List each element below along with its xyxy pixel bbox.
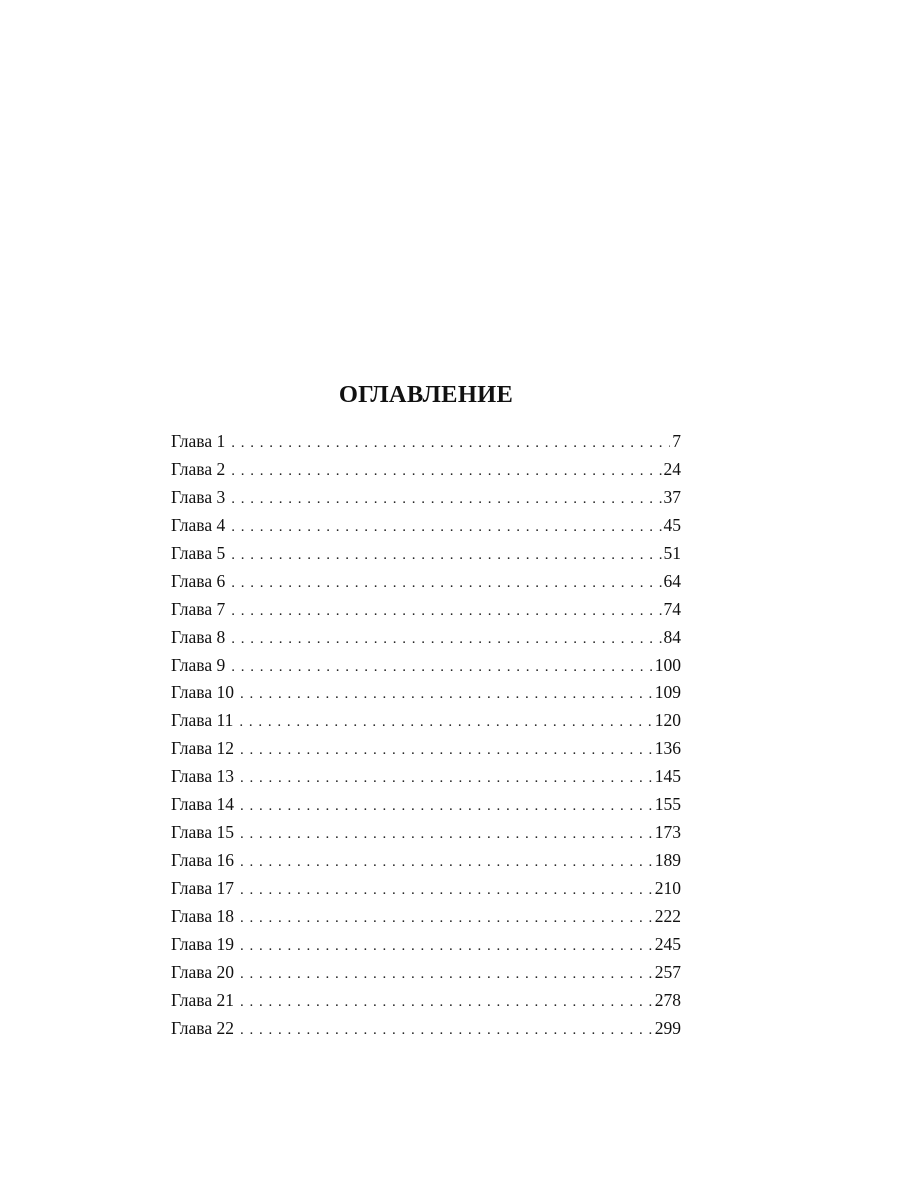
toc-entry-page: 145 xyxy=(654,766,681,787)
toc-entry-label: Глава 18 xyxy=(171,905,234,926)
toc-entry-page: 173 xyxy=(654,822,681,843)
toc-entry xyxy=(171,735,681,763)
toc-entry xyxy=(171,931,681,959)
toc-entry-page: 245 xyxy=(654,933,681,954)
toc-entry xyxy=(171,819,681,847)
toc-entry xyxy=(171,1015,681,1043)
toc-entry xyxy=(171,847,681,875)
toc-entry xyxy=(171,624,681,652)
toc-entry xyxy=(171,679,681,707)
toc-entry xyxy=(171,875,681,903)
toc-entry xyxy=(171,568,681,596)
toc-entry-label: Глава 14 xyxy=(171,794,234,815)
toc-entry-label: Глава 8 xyxy=(171,626,226,647)
dot-leader xyxy=(231,626,661,654)
toc-entry-page: 210 xyxy=(654,878,681,898)
toc-entry xyxy=(171,652,681,680)
toc-entry-page: 299 xyxy=(654,1017,681,1038)
dot-leader xyxy=(240,1017,653,1045)
toc-entry-page: 64 xyxy=(663,570,681,591)
toc-entry xyxy=(171,428,681,456)
dot-leader xyxy=(240,793,653,821)
toc-entry-page: 189 xyxy=(654,850,681,871)
dot-leader xyxy=(240,877,653,905)
toc-entry-label: Глава 9 xyxy=(171,654,226,675)
dot-leader xyxy=(240,681,653,709)
toc-title: ОГЛАВЛЕНИЕ xyxy=(338,381,514,408)
toc-entry-label: Глава 6 xyxy=(171,570,226,591)
toc-entry-page: 7 xyxy=(672,431,681,451)
toc-entry-label: Глава 4 xyxy=(171,514,226,535)
dot-leader xyxy=(239,709,652,737)
toc-entry-label: Глава 11 xyxy=(171,710,234,731)
toc-list xyxy=(171,428,681,1043)
toc-entry-page: 45 xyxy=(663,514,681,535)
toc-entry-label: Глава 10 xyxy=(171,682,234,703)
toc-entry-label: Глава 17 xyxy=(171,878,234,898)
dot-leader xyxy=(240,933,653,961)
toc-entry-label: Глава 16 xyxy=(171,850,234,871)
dot-leader xyxy=(231,458,661,486)
toc-entry-page: 37 xyxy=(663,486,681,507)
toc-entry-label: Глава 22 xyxy=(171,1017,234,1038)
toc-entry-page: 222 xyxy=(654,905,681,926)
dot-leader xyxy=(240,961,653,989)
toc-entry-page: 109 xyxy=(654,682,681,703)
toc-entry-page: 51 xyxy=(663,542,681,563)
toc-entry xyxy=(171,903,681,931)
toc-entry-page: 155 xyxy=(654,794,681,815)
toc-entry-label: Глава 1 xyxy=(171,431,226,451)
dot-leader xyxy=(240,989,653,1017)
toc-entry xyxy=(171,596,681,624)
toc-entry xyxy=(171,987,681,1015)
toc-entry-page: 120 xyxy=(654,710,681,731)
dot-leader xyxy=(240,737,653,765)
toc-entry xyxy=(171,707,681,735)
toc-entry xyxy=(171,763,681,791)
toc-entry-label: Глава 5 xyxy=(171,542,226,563)
toc-entry-page: 278 xyxy=(654,989,681,1010)
dot-leader xyxy=(231,598,661,626)
toc-entry-page: 84 xyxy=(663,626,681,647)
dot-leader xyxy=(231,486,661,514)
dot-leader xyxy=(240,765,653,793)
toc-entry-label: Глава 12 xyxy=(171,738,234,759)
toc-entry-label: Глава 7 xyxy=(171,598,226,619)
toc-entry xyxy=(171,456,681,484)
toc-entry xyxy=(171,540,681,568)
dot-leader xyxy=(231,542,661,570)
toc-entry xyxy=(171,791,681,819)
toc-entry-label: Глава 21 xyxy=(171,989,234,1010)
toc-entry-page: 257 xyxy=(654,961,681,982)
dot-leader xyxy=(231,570,661,598)
dot-leader xyxy=(231,514,661,542)
dot-leader xyxy=(231,430,670,458)
toc-entry xyxy=(171,512,681,540)
toc-entry xyxy=(171,959,681,987)
toc-entry-page: 100 xyxy=(654,654,681,675)
toc-entry-page: 74 xyxy=(663,598,681,619)
toc-entry-label: Глава 3 xyxy=(171,486,226,507)
toc-entry-label: Глава 13 xyxy=(171,766,234,787)
dot-leader xyxy=(240,905,653,933)
dot-leader xyxy=(231,654,653,682)
toc-entry-label: Глава 20 xyxy=(171,961,234,982)
toc-entry-label: Глава 15 xyxy=(171,822,234,843)
toc-entry-label: Глава 2 xyxy=(171,458,226,479)
toc-entry-page: 136 xyxy=(654,738,681,759)
dot-leader xyxy=(240,849,653,877)
toc-entry-label: Глава 19 xyxy=(171,933,234,954)
toc-entry-page: 24 xyxy=(663,458,681,479)
toc-entry xyxy=(171,484,681,512)
dot-leader xyxy=(240,821,653,849)
